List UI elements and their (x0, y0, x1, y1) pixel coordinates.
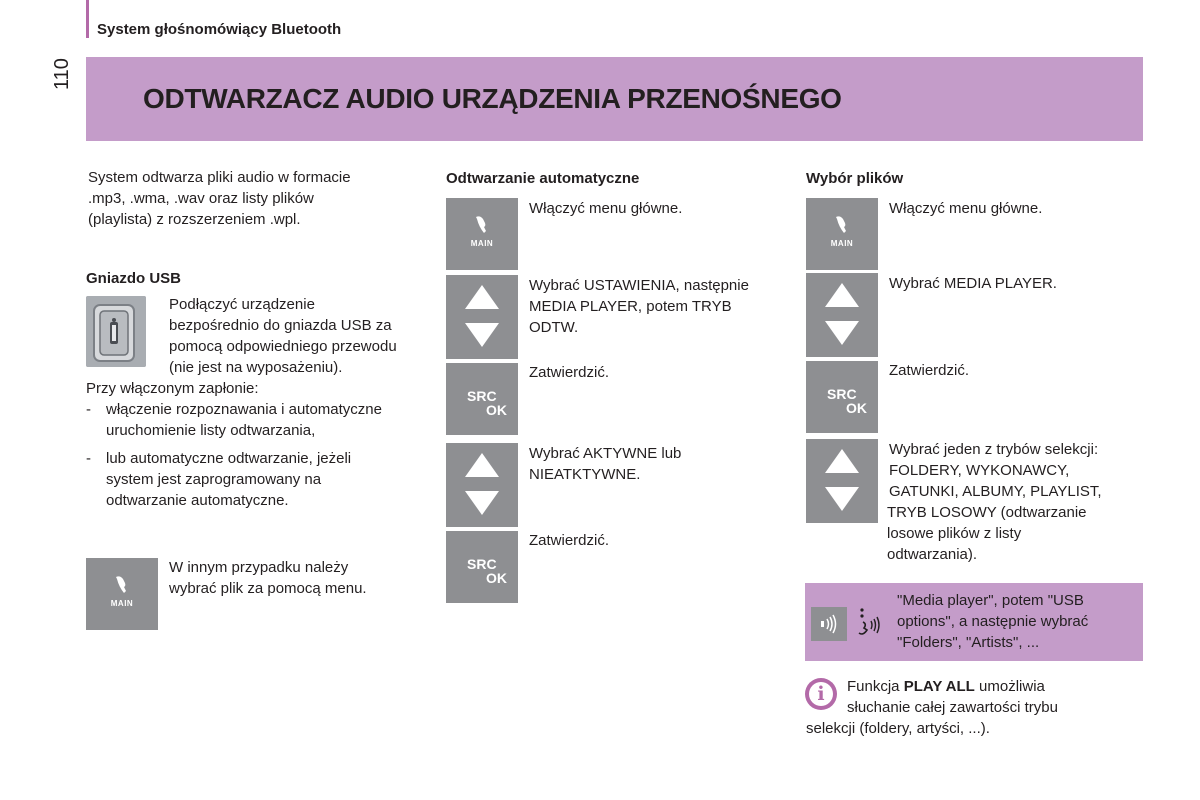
voice-line: options", a następnie wybrać (897, 613, 1089, 630)
section-header: System głośnomówiący Bluetooth (97, 21, 342, 38)
auto-step-3: Zatwierdzić. (529, 364, 610, 381)
bullet-dash: - (86, 450, 91, 467)
step-line: Wybrać jeden z trybów selekcji: (889, 441, 1099, 458)
up-down-button[interactable] (806, 273, 878, 357)
file-select-heading: Wybór plików (806, 170, 904, 187)
usb-heading: Gniazdo USB (86, 270, 182, 287)
auto-play-heading: Odtwarzanie automatyczne (446, 170, 640, 187)
page-title: ODTWARZACZ AUDIO URZĄDZENIA PRZENOŚNEGO (143, 83, 842, 114)
arrow-up-icon (465, 285, 499, 309)
bullet-line: włączenie rozpoznawania i automatyczne (106, 401, 382, 418)
intro-line: (playlista) z rozszerzeniem .wpl. (88, 211, 301, 228)
phone-main-icon (834, 215, 850, 235)
usb-instructions (169, 294, 397, 378)
main-label: MAIN (830, 239, 854, 248)
src-ok-button[interactable] (806, 361, 878, 433)
info-third-line: selekcji (foldery, artyści, ...). (806, 720, 990, 737)
step-line: GATUNKI, ALBUMY, PLAYLIST, (889, 483, 1102, 500)
ok-label: OK (486, 570, 507, 586)
arrow-down-icon (465, 491, 499, 515)
main-label: MAIN (470, 239, 494, 248)
step-line: odtwarzania). (887, 546, 978, 563)
step-line: FOLDERY, WYKONAWCY, (889, 462, 1070, 479)
ignition-text: Przy włączonym zapłonie: (86, 380, 259, 397)
up-down-button[interactable] (446, 443, 518, 527)
usb-line: (nie jest na wyposażeniu). (169, 359, 343, 376)
select-step-2: Wybrać MEDIA PLAYER. (889, 275, 1057, 292)
src-ok-button[interactable] (446, 531, 518, 603)
main-label: MAIN (110, 599, 134, 608)
arrow-up-icon (825, 449, 859, 473)
voice-line: "Folders", "Artists", ... (897, 634, 1040, 651)
voice-line: "Media player", potem "USB (897, 592, 1084, 609)
usb-line: bezpośrednio do gniazda USB za (169, 317, 392, 334)
intro-line: .mp3, .wma, .wav oraz listy plików (88, 190, 314, 207)
bullet-line: odtwarzanie automatyczne. (106, 492, 289, 509)
step-line: TRYB LOSOWY (odtwarzanie (887, 504, 1087, 521)
up-down-button[interactable] (446, 275, 518, 359)
bullet-line: lub automatyczne odtwarzanie, jeżeli (106, 450, 352, 467)
usb-socket-image (86, 296, 146, 367)
info-suffix: umożliwia (974, 678, 1045, 695)
step-line: NIEATKTYWNE. (529, 466, 641, 483)
bullet-item (106, 399, 382, 441)
arrow-up-icon (465, 453, 499, 477)
page-number: 110 (51, 58, 73, 90)
other-text (169, 557, 367, 599)
select-step-4-top (889, 439, 1102, 502)
select-step-1: Włączyć menu główne. (889, 200, 1043, 217)
intro-line: System odtwarza pliki audio w formacie (88, 169, 351, 186)
voice-command-icon (855, 606, 883, 638)
voice-button[interactable] (811, 607, 847, 641)
other-line: wybrać plik za pomocą menu. (169, 580, 367, 597)
bullet-line: system jest zaprogramowany na (106, 471, 322, 488)
intro-text (88, 167, 351, 230)
voice-command-text (897, 590, 1088, 653)
arrow-up-icon (825, 283, 859, 307)
main-button[interactable] (806, 198, 878, 270)
select-step-4-bottom (887, 502, 1087, 565)
bullet-line: uruchomienie listy odtwarzania, (106, 422, 316, 439)
step-line: Wybrać AKTYWNE lub (529, 445, 682, 462)
bullet-dash: - (86, 401, 91, 418)
main-button[interactable] (446, 198, 518, 270)
auto-step-4 (529, 443, 681, 485)
arrow-down-icon (465, 323, 499, 347)
arrow-down-icon (825, 321, 859, 345)
info-second-line: słuchanie całej zawartości trybu (847, 699, 1058, 716)
usb-line: Podłączyć urządzenie (169, 296, 315, 313)
info-prefix: Funkcja (847, 678, 904, 695)
up-down-button[interactable] (806, 439, 878, 523)
step-line: MEDIA PLAYER, potem TRYB (529, 298, 732, 315)
auto-step-5: Zatwierdzić. (529, 532, 610, 549)
auto-step-1: Włączyć menu główne. (529, 200, 683, 217)
info-play-all: PLAY ALL (903, 678, 975, 695)
header-rule (86, 0, 89, 38)
auto-step-2 (529, 275, 749, 338)
step-line: losowe plików z listy (887, 525, 1022, 542)
src-label: SRC (467, 556, 497, 572)
src-ok-button[interactable] (446, 363, 518, 435)
src-label: SRC (827, 386, 857, 402)
select-step-3: Zatwierdzić. (889, 362, 970, 379)
src-label: SRC (467, 388, 497, 404)
other-line: W innym przypadku należy (169, 559, 349, 576)
phone-main-icon (114, 575, 130, 595)
voice-button-icon (811, 607, 847, 641)
info-icon: i (805, 678, 837, 710)
ok-label: OK (486, 402, 507, 418)
ok-label: OK (846, 400, 867, 416)
bullet-item (106, 448, 351, 511)
usb-line: pomocą odpowiedniego przewodu (169, 338, 397, 355)
step-line: ODTW. (529, 319, 579, 336)
info-first-line (847, 676, 1045, 697)
arrow-down-icon (825, 487, 859, 511)
main-button[interactable] (86, 558, 158, 630)
step-line: Wybrać USTAWIENIA, następnie (529, 277, 749, 294)
phone-main-icon (474, 215, 490, 235)
